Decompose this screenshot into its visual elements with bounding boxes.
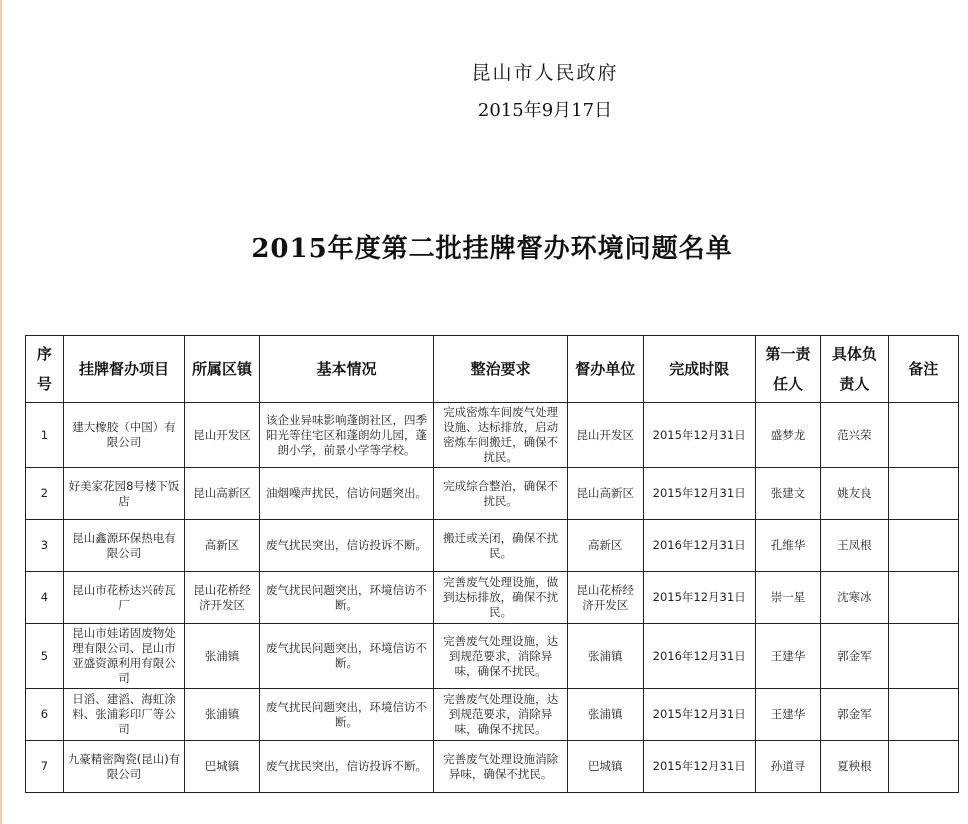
column-header-first-person: 第一责任人 bbox=[755, 336, 820, 403]
table-row bbox=[26, 572, 959, 624]
column-header-situation: 基本情况 bbox=[259, 336, 434, 403]
cell-no: 5 bbox=[26, 624, 64, 689]
table-row bbox=[26, 741, 959, 793]
cell-no: 1 bbox=[26, 403, 64, 468]
cell-district: 高新区 bbox=[185, 520, 260, 572]
cell-deadline: 2015年12月31日 bbox=[643, 468, 755, 520]
cell-first-person: 王建华 bbox=[755, 689, 820, 741]
column-header-note: 备注 bbox=[888, 336, 958, 403]
cell-person-in-charge: 沈寒冰 bbox=[821, 572, 888, 624]
cell-note bbox=[888, 624, 958, 689]
cell-deadline: 2015年12月31日 bbox=[643, 572, 755, 624]
cell-person-in-charge: 郭金军 bbox=[821, 689, 888, 741]
cell-first-person: 崇一星 bbox=[755, 572, 820, 624]
document-title: 2015年度第二批挂牌督办环境问题名单 bbox=[251, 234, 733, 264]
cell-project: 昆山鑫源环保热电有限公司 bbox=[63, 520, 184, 572]
cell-note bbox=[888, 572, 958, 624]
column-header-district: 所属区镇 bbox=[185, 336, 260, 403]
cell-no: 6 bbox=[26, 689, 64, 741]
table-row bbox=[26, 468, 959, 520]
cell-deadline: 2016年12月31日 bbox=[643, 520, 755, 572]
column-header-deadline: 完成时限 bbox=[643, 336, 755, 403]
cell-requirement: 完善废气处理设施，达到规范要求，消除异味，确保不扰民。 bbox=[434, 689, 568, 741]
cell-deadline: 2015年12月31日 bbox=[643, 741, 755, 793]
cell-requirement: 完善废气处理设施消除异味，确保不扰民。 bbox=[434, 741, 568, 793]
cell-deadline: 2015年12月31日 bbox=[643, 403, 755, 468]
cell-district: 昆山高新区 bbox=[185, 468, 260, 520]
cell-person-in-charge: 夏秧根 bbox=[821, 741, 888, 793]
cell-no: 3 bbox=[26, 520, 64, 572]
problem-list-table bbox=[25, 335, 959, 793]
table-row bbox=[26, 624, 959, 689]
cell-person-in-charge: 姚友良 bbox=[821, 468, 888, 520]
cell-district: 昆山花桥经济开发区 bbox=[185, 572, 260, 624]
cell-first-person: 张建文 bbox=[755, 468, 820, 520]
cell-no: 2 bbox=[26, 468, 64, 520]
cell-district: 昆山开发区 bbox=[185, 403, 260, 468]
cell-district: 巴城镇 bbox=[185, 741, 260, 793]
cell-no: 7 bbox=[26, 741, 64, 793]
cell-project: 九豪精密陶瓷(昆山)有限公司 bbox=[63, 741, 184, 793]
cell-supervisor: 高新区 bbox=[568, 520, 644, 572]
cell-situation: 该企业异味影响蓬朗社区，四季阳光等住宅区和蓬朗幼儿园，蓬朗小学，前景小学等学校。 bbox=[259, 403, 434, 468]
issuing-organization: 昆山市人民政府 bbox=[471, 62, 619, 84]
cell-supervisor: 巴城镇 bbox=[568, 741, 644, 793]
column-header-no: 序号 bbox=[26, 336, 64, 403]
cell-situation: 废气扰民突出，信访投诉不断。 bbox=[259, 520, 434, 572]
page-edge-line bbox=[0, 0, 2, 824]
table-header-row bbox=[26, 336, 959, 403]
cell-note bbox=[888, 520, 958, 572]
cell-project: 日滔、建滔、海虹涂料、张浦彩印厂等公司 bbox=[63, 689, 184, 741]
column-header-requirement: 整治要求 bbox=[434, 336, 568, 403]
cell-deadline: 2015年12月31日 bbox=[643, 689, 755, 741]
cell-project: 昆山市娃诺固废物处理有限公司、昆山市亚盛资源利用有限公司 bbox=[63, 624, 184, 689]
cell-first-person: 孔维华 bbox=[755, 520, 820, 572]
issue-date: 2015年9月17日 bbox=[477, 100, 613, 121]
cell-situation: 油烟噪声扰民，信访问题突出。 bbox=[259, 468, 434, 520]
cell-note bbox=[888, 689, 958, 741]
cell-supervisor: 昆山开发区 bbox=[568, 403, 644, 468]
cell-situation: 废气扰民问题突出，环境信访不断。 bbox=[259, 624, 434, 689]
cell-first-person: 孙道寻 bbox=[755, 741, 820, 793]
cell-person-in-charge: 范兴荣 bbox=[821, 403, 888, 468]
cell-requirement: 完成综合整治，确保不扰民。 bbox=[434, 468, 568, 520]
cell-note bbox=[888, 468, 958, 520]
cell-requirement: 完成密炼车间废气处理设施、达标排放，启动密炼车间搬迁，确保不扰民。 bbox=[434, 403, 568, 468]
cell-person-in-charge: 王凤根 bbox=[821, 520, 888, 572]
table-row bbox=[26, 403, 959, 468]
cell-supervisor: 昆山花桥经济开发区 bbox=[568, 572, 644, 624]
cell-project: 建大橡胶（中国）有限公司 bbox=[63, 403, 184, 468]
cell-district: 张浦镇 bbox=[185, 624, 260, 689]
table-row bbox=[26, 520, 959, 572]
column-header-supervisor: 督办单位 bbox=[568, 336, 644, 403]
column-header-project: 挂牌督办项目 bbox=[63, 336, 184, 403]
cell-deadline: 2016年12月31日 bbox=[643, 624, 755, 689]
cell-situation: 废气扰民突出，信访投诉不断。 bbox=[259, 741, 434, 793]
cell-requirement: 搬迁或关闭，确保不扰民。 bbox=[434, 520, 568, 572]
cell-supervisor: 张浦镇 bbox=[568, 689, 644, 741]
cell-first-person: 盛梦龙 bbox=[755, 403, 820, 468]
cell-district: 张浦镇 bbox=[185, 689, 260, 741]
cell-requirement: 完善废气处理设施，达到规范要求，消除异味，确保不扰民。 bbox=[434, 624, 568, 689]
cell-supervisor: 张浦镇 bbox=[568, 624, 644, 689]
cell-supervisor: 昆山高新区 bbox=[568, 468, 644, 520]
cell-first-person: 王建华 bbox=[755, 624, 820, 689]
cell-project: 昆山市花桥达兴砖瓦厂 bbox=[63, 572, 184, 624]
cell-note bbox=[888, 741, 958, 793]
column-header-person-in-charge: 具体负责人 bbox=[821, 336, 888, 403]
cell-no: 4 bbox=[26, 572, 64, 624]
cell-project: 好美家花园8号楼下饭店 bbox=[63, 468, 184, 520]
cell-requirement: 完善废气处理设施，做到达标排放，确保不扰民。 bbox=[434, 572, 568, 624]
cell-note bbox=[888, 403, 958, 468]
cell-person-in-charge: 郭金军 bbox=[821, 624, 888, 689]
cell-situation: 废气扰民问题突出，环境信访不断。 bbox=[259, 572, 434, 624]
table-row bbox=[26, 689, 959, 741]
cell-situation: 废气扰民问题突出，环境信访不断。 bbox=[259, 689, 434, 741]
